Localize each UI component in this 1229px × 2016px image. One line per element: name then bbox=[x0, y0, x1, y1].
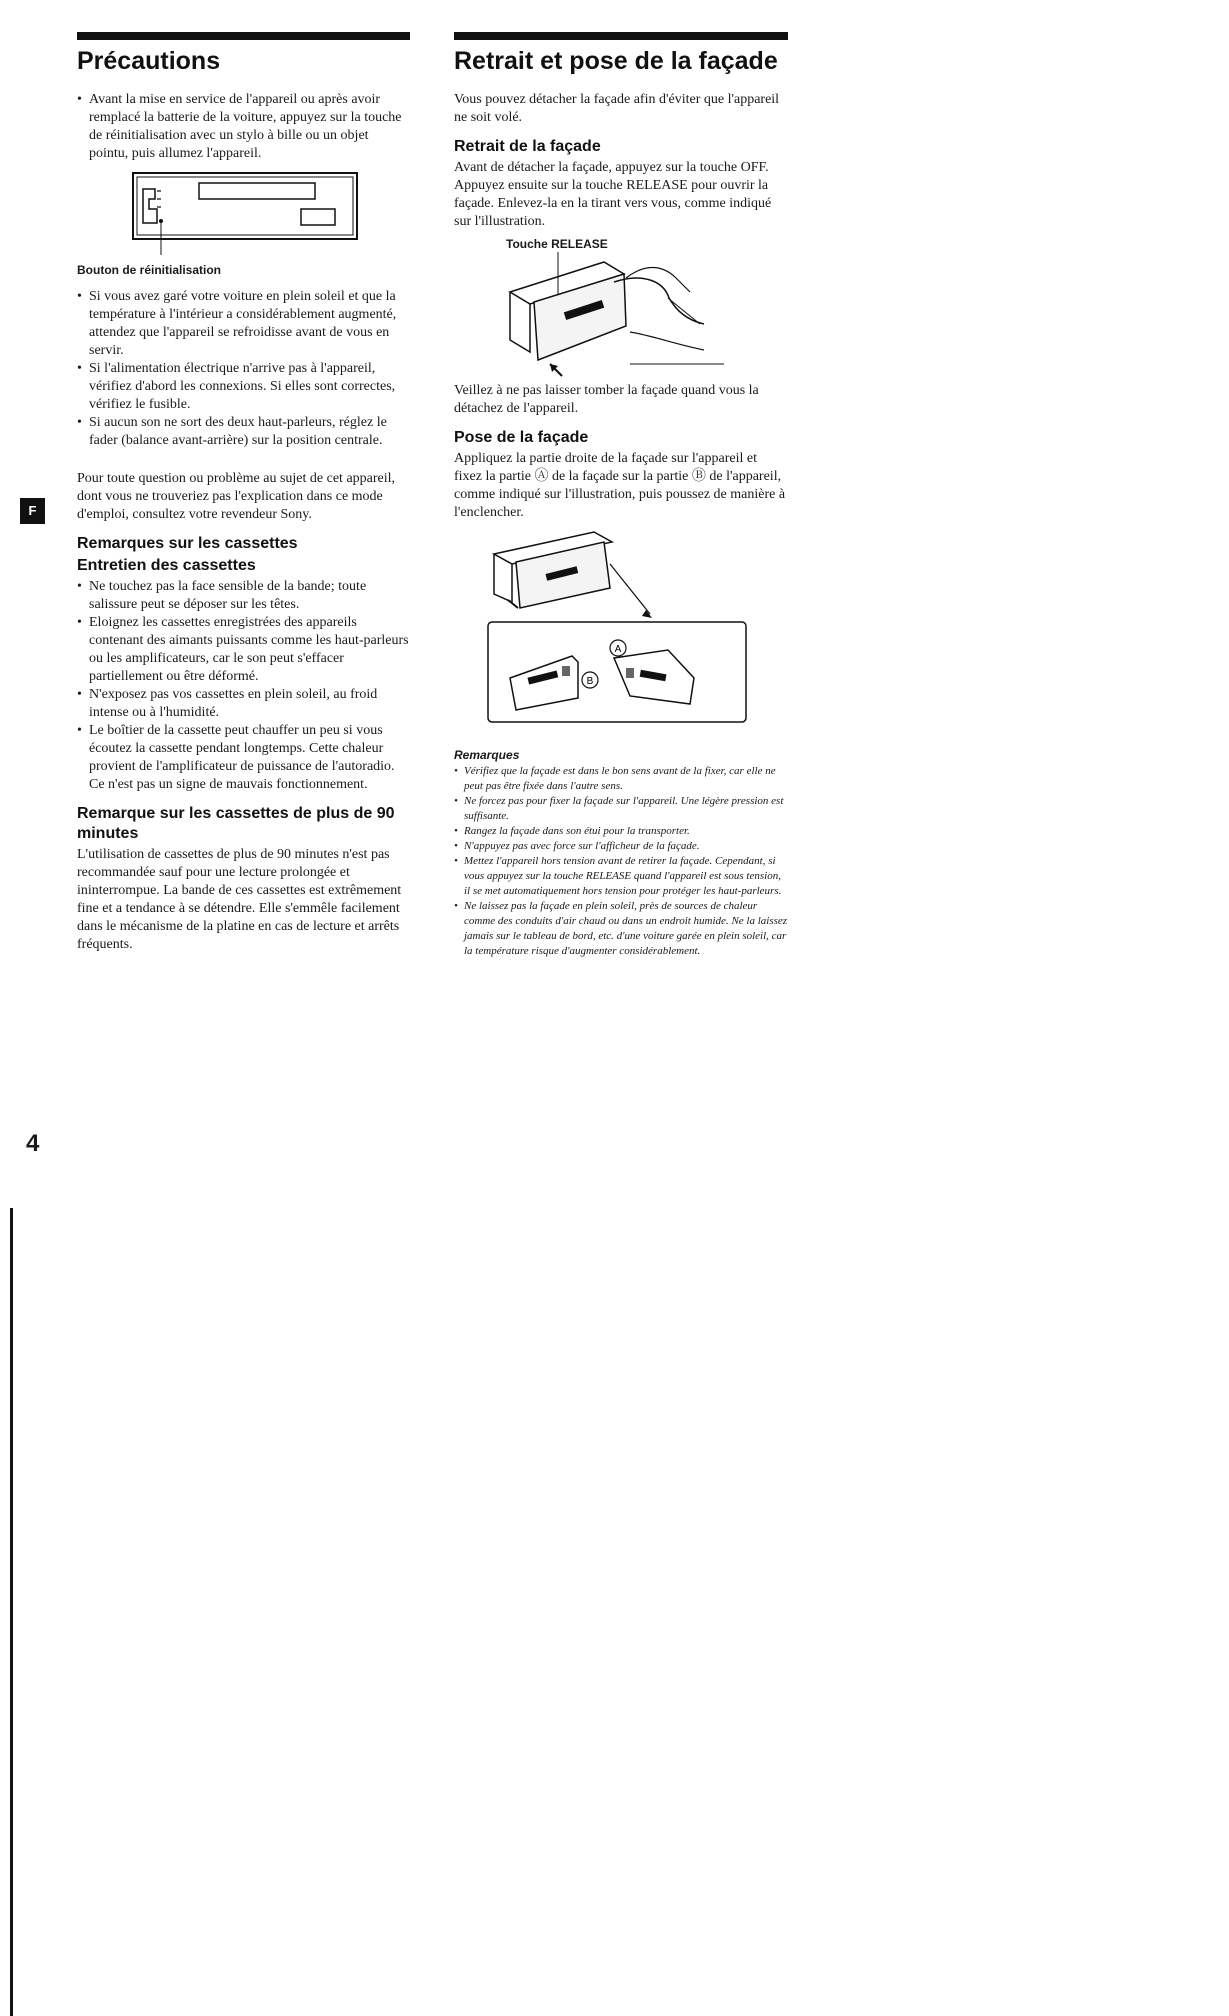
left-column bbox=[77, 32, 410, 960]
precaution-bullet-list bbox=[77, 288, 410, 450]
long-cassette-paragraph: L'utilisation de cassettes de plus de 90 minutes n'est pas recommandée sauf pour une lecture prolongée et ininterrompue. La bande de ces cassettes est extrêmement fine et a tendance à se détendre. Elle s'emmêle facilement dans le mécanisme de la platine en cas de lecture et arrêts fréquents. bbox=[77, 847, 402, 952]
long-cassette-heading: Remarque sur les cassettes de plus de 90 minutes bbox=[77, 805, 395, 842]
list-item: • N'exposez pas vos cassettes en plein soleil, au froid intense ou à l'humidité. bbox=[77, 686, 410, 722]
list-item: • Mettez l'appareil hors tension avant de retirer la façade. Cependant, si vous appuyez sur la touche RELEASE quand l'appareil est sous tension, il se met automatiquement hors tension pour protéger les haut-parleurs. bbox=[454, 854, 788, 899]
section-rule bbox=[77, 32, 410, 40]
list-item: • Rangez la façade dans son étui pour la transporter. bbox=[454, 824, 788, 839]
list-item: • Ne touchez pas la face sensible de la bande; toute salissure peut se déposer sur les têtes. bbox=[77, 578, 410, 614]
list-item: • N'appuyez pas avec force sur l'afficheur de la façade. bbox=[454, 839, 788, 854]
faceplate-title: Retrait et pose de la façade bbox=[454, 47, 778, 75]
attach-faceplate-paragraph: Appliquez la partie droite de la façade sur l'appareil et fixez la partie Ⓐ de la façade sur la partie Ⓑ de l'appareil, comme indiqué sur l'illustration, puis poussez de manière à l'enclencher. bbox=[454, 451, 786, 520]
list-item: • Si aucun son ne sort des deux haut-parleurs, réglez le fader (balance avant-arrière) sur la position centrale. bbox=[77, 414, 410, 450]
list-item: • Eloignez les cassettes enregistrées des appareils contenant des aimants puissants comme les haut-parleurs ou les amplificateurs, car le son peut s'effacer partiellement ou être déformé. bbox=[77, 614, 410, 686]
release-button-caption: Touche RELEASE bbox=[506, 237, 608, 251]
list-item: • Ne laissez pas la façade en plein soleil, près de sources de chaleur comme des conduits d'air chaud ou dans un endroit humide. Ne la laissez jamais sur le tableau de bord, etc. d'une voiture garée en plein soleil, car la température risque d'augmenter considérablement. bbox=[454, 899, 788, 959]
remove-faceplate-paragraph: Avant de détacher la façade, appuyez sur la touche OFF. Appuyez ensuite sur la touche RELEASE pour ouvrir la façade. Enlevez-la en la tirant vers vous, comme indiqué sur l'illustration. bbox=[454, 160, 772, 229]
faceplate-removal-illustration bbox=[454, 252, 754, 382]
intro-bullet-list bbox=[77, 91, 410, 163]
binding-edge-line bbox=[10, 1208, 13, 2016]
reset-button-caption: Bouton de réinitialisation bbox=[77, 263, 222, 277]
list-item: • Avant la mise en service de l'appareil ou après avoir remplacé la batterie de la voiture, appuyez sur la touche de réinitialisation avec un stylo à bille ou un objet pointu, puis allumez l'appareil. bbox=[77, 91, 410, 163]
remove-faceplate-heading: Retrait de la façade bbox=[454, 138, 601, 155]
page-number: 4 bbox=[26, 1130, 40, 1157]
cassette-care-heading: Entretien des cassettes bbox=[77, 557, 256, 574]
remarks-title: Remarques bbox=[454, 748, 520, 762]
right-column bbox=[454, 32, 788, 965]
faceplate-intro: Vous pouvez détacher la façade afin d'éviter que l'appareil ne soit volé. bbox=[454, 92, 780, 125]
question-paragraph: Pour toute question ou problème au sujet de cet appareil, dont vous ne trouveriez pas l'explication dans ce mode d'emploi, consultez votre revendeur Sony. bbox=[77, 471, 396, 522]
language-tab-badge: F bbox=[20, 498, 45, 524]
section-rule bbox=[454, 32, 788, 40]
cassette-care-list bbox=[77, 578, 410, 794]
list-item: • Ne forcez pas pour fixer la façade sur l'appareil. Une légère pression est suffisante. bbox=[454, 794, 788, 824]
list-item: • Si vous avez garé votre voiture en plein soleil et que la température à l'intérieur a considérablement augmenté, attendez que l'appareil se refroidisse avant de vous en servir. bbox=[77, 288, 410, 360]
faceplate-attach-illustration bbox=[454, 528, 754, 738]
list-item: • Si l'alimentation électrique n'arrive pas à l'appareil, vérifiez d'abord les connexions. Si elles sont correctes, vérifiez le fusible. bbox=[77, 360, 410, 414]
drop-warning-paragraph: Veillez à ne pas laisser tomber la façade quand vous la détachez de l'appareil. bbox=[454, 383, 759, 416]
remarks-list bbox=[454, 764, 788, 959]
cassette-remarks-heading: Remarques sur les cassettes bbox=[77, 535, 298, 552]
reset-button-illustration bbox=[77, 169, 377, 259]
label-b: B bbox=[586, 676, 594, 687]
precautions-title: Précautions bbox=[77, 47, 221, 75]
attach-faceplate-heading: Pose de la façade bbox=[454, 429, 589, 446]
list-item: • Vérifiez que la façade est dans le bon sens avant de la fixer, car elle ne peut pas être fixée dans l'autre sens. bbox=[454, 764, 788, 794]
list-item: • Le boîtier de la cassette peut chauffer un peu si vous écoutez la cassette pendant longtemps. Cette chaleur provient de l'amplificateur de puissance de l'autoradio. Ce n'est pas un signe de mauvais fonctionnement. bbox=[77, 722, 410, 794]
label-a: A bbox=[614, 644, 622, 655]
